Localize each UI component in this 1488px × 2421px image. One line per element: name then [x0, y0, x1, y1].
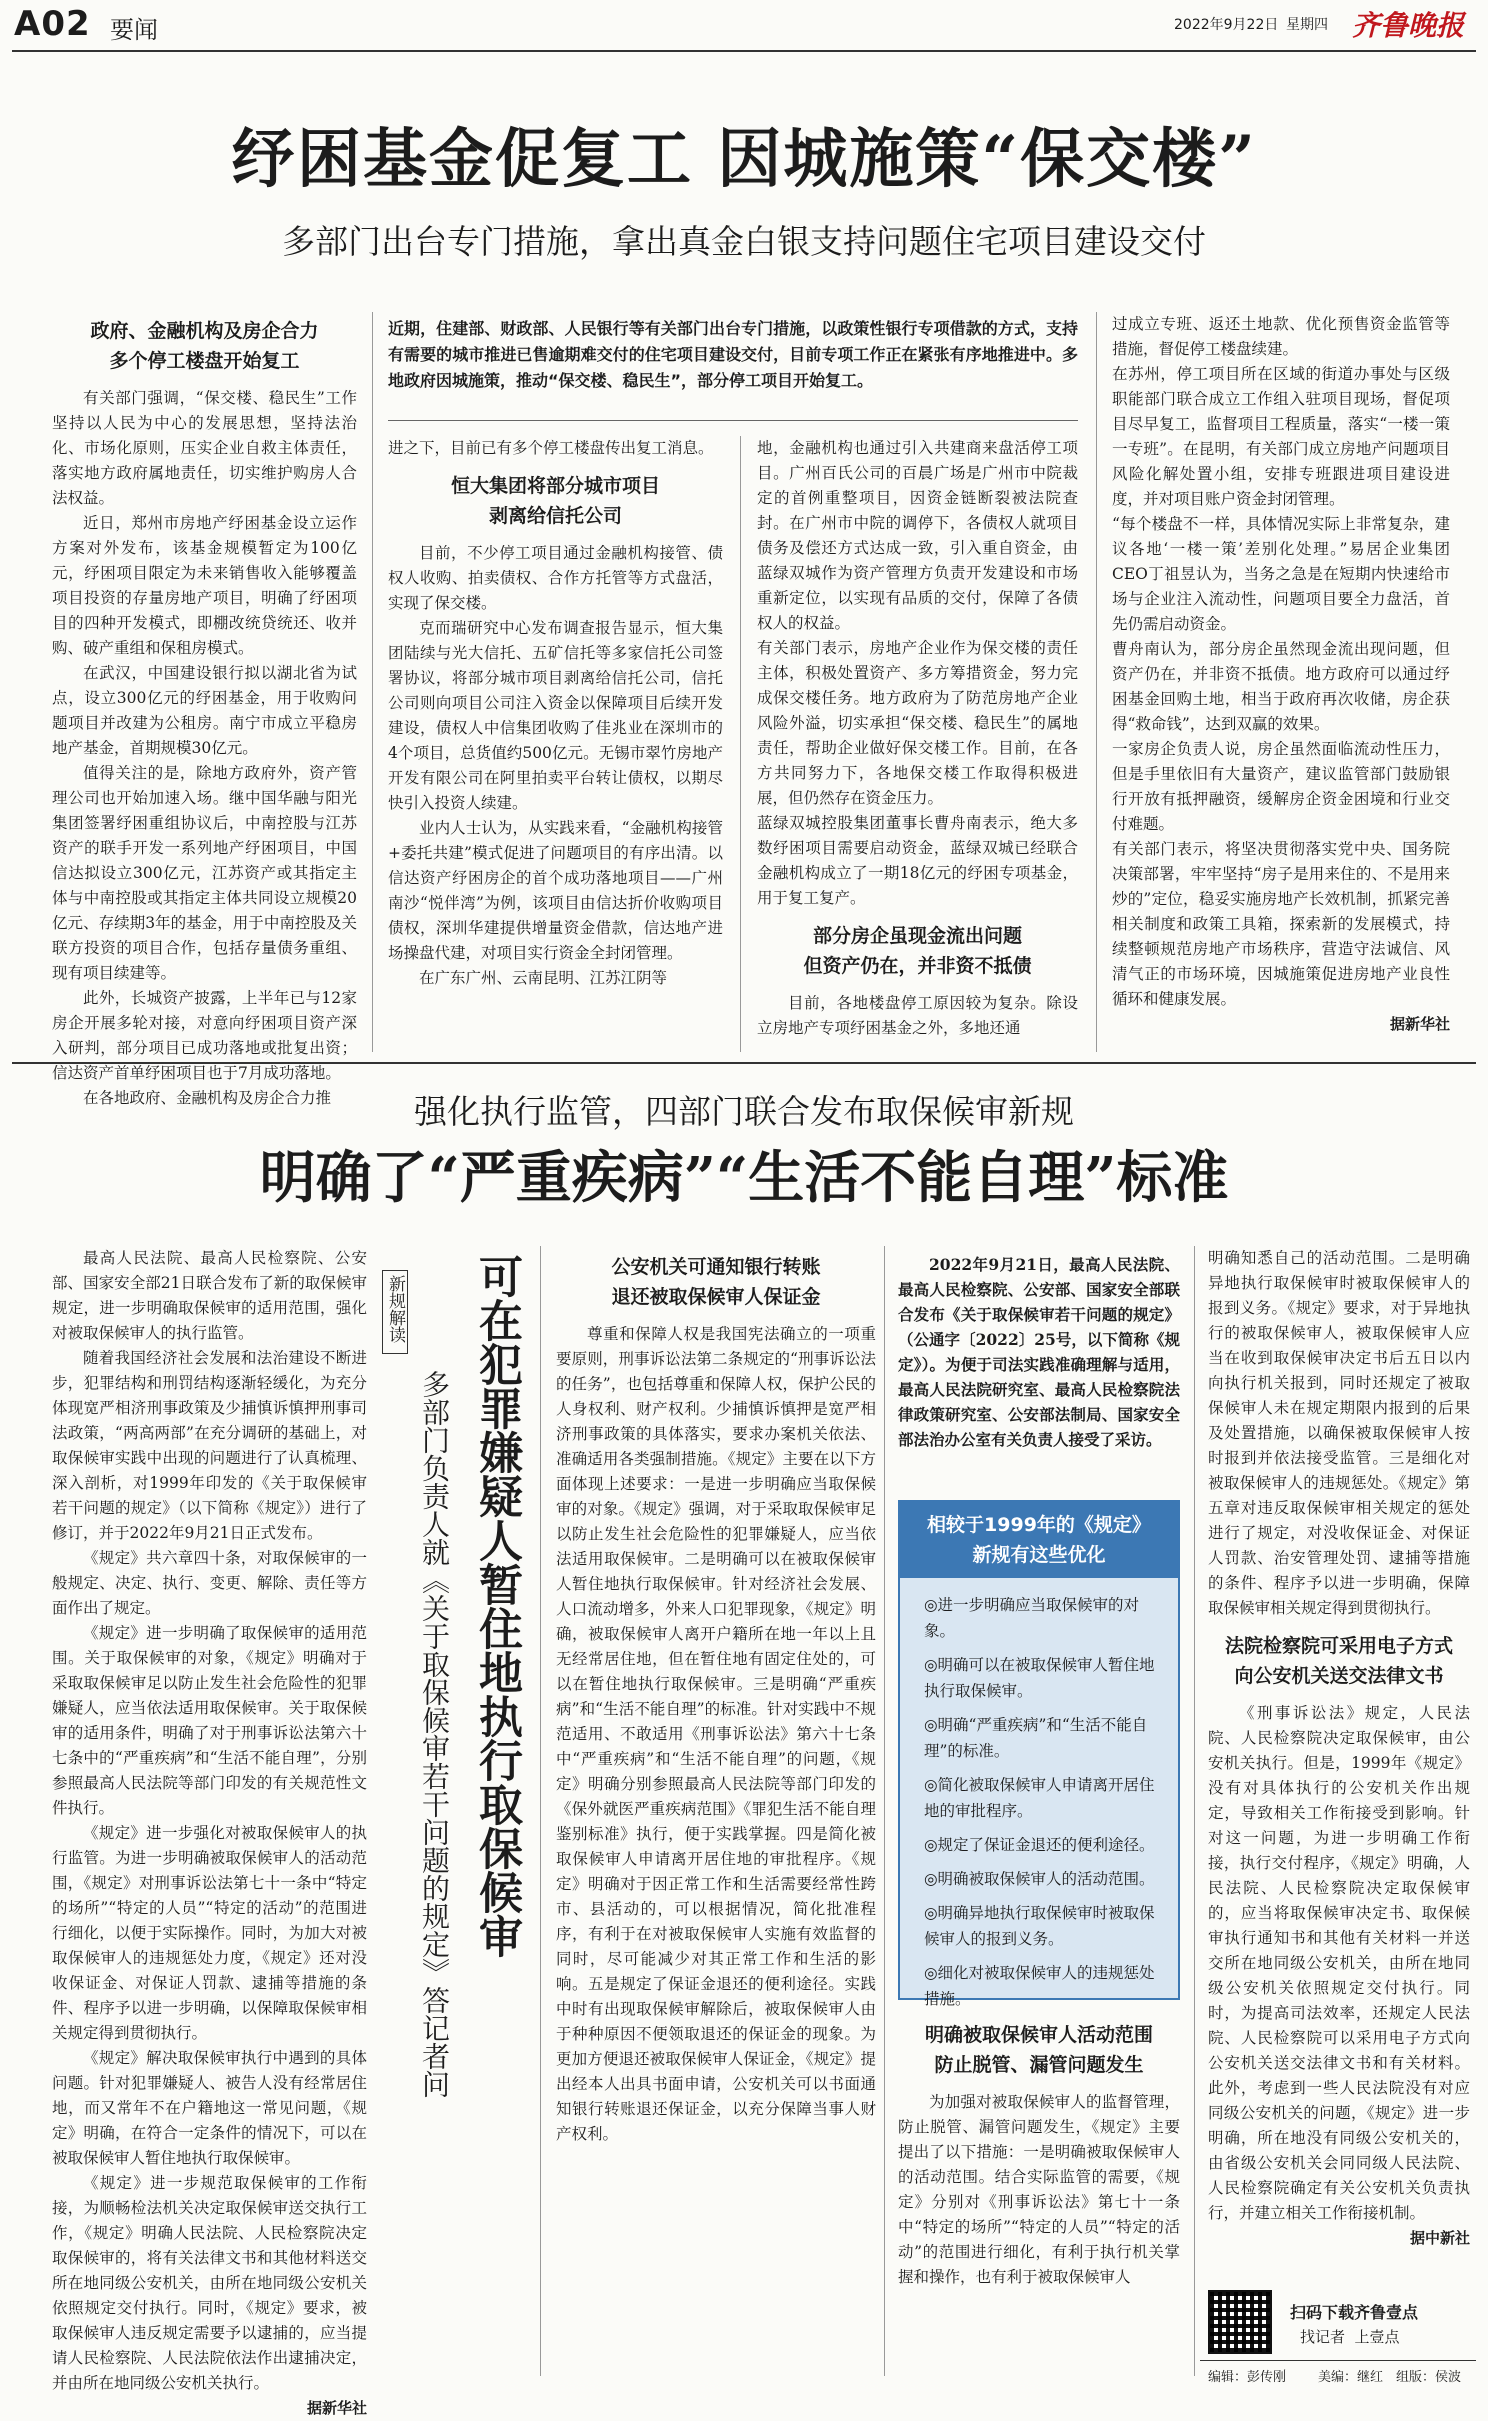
paragraph: 过成立专班、返还土地款、优化预售资金监管等措施，督促停工楼盘续建。	[1112, 315, 1450, 358]
highlights-box-title: 相较于1999年的《规定》 新规有这些优化	[900, 1502, 1178, 1578]
story1-col2-title: 恒大集团将部分城市项目 剥离给信托公司	[450, 475, 660, 527]
story1-subheadline: 多部门出台专门措施，拿出真金白银支持问题住宅项目建设交付	[282, 222, 1206, 261]
highlight-item: ◎细化对被取保候审人的违规惩处措施。	[924, 1964, 1155, 2008]
story2-headline: 明确了“严重疾病”“生活不能自理”标准	[259, 1145, 1229, 1211]
paragraph: 在苏州，停工项目所在区域的街道办事处与区级职能部门联合成立工作组入驻项目现场，督促项目尽早复工，监督项目工程质量，落实“一楼一策一专班”。在昆明，有关部门成立房地产问题项目风险化解处置小组，安排专班跟进项目建设进度，并对项目账户资金封闭管理。	[1112, 365, 1450, 508]
story1-col4	[1112, 312, 1450, 1037]
highlight-item: ◎明确被取保候审人的活动范围。	[924, 1870, 1155, 1888]
story1-col3-title: 部分房企虽现金流出问题 但资产仍在，并非资不抵债	[803, 925, 1032, 977]
paragraph: 明确知悉自己的活动范围。二是明确异地执行取保候审时被取保候审人的报到义务。《规定》要求，对于异地执行的被取保候审人，被取保候审人应当在收到取保候审决定书后五日以内向执行机关报到，同时还规定了被取保候审人未在规定期限内报到的后果及处置措施，以确保被取保候审人按时报到并依法接受监管。三是细化对被取保候审人的违规惩处。《规定》第五章对违反取保候审相关规定的惩处进行了规定，对没收保证金、对保证人罚款、治安管理处罚、逮捕等措施的条件、程序予以进一步明确，保障取保候审相关规定得到贯彻执行。	[1208, 1249, 1470, 1617]
column-rule	[540, 1246, 541, 2376]
highlight-item: ◎明确异地执行取保候审时被取保候审人的报到义务。	[924, 1904, 1155, 1948]
footer-designer: 美编：继红	[1318, 2370, 1384, 2385]
column-rule	[884, 1246, 885, 2376]
paragraph: 为加强对被取保候审人的监督管理，防止脱管、漏管问题发生，《规定》主要提出了以下措施：一是明确被取保候审人的活动范围。结合实际监管的需要，《规定》分别对《刑事诉讼法》第七十一条中“特定的场所”“特定的人员”“特定的活动”的范围进行细化，有利于执行机关掌握和操作，也有利于被取保候审人	[898, 2093, 1180, 2286]
story2-col4	[1208, 1246, 1470, 2251]
paragraph: 有关部门表示，房地产企业作为保交楼的责任主体，积极处置资产、多方筹措资金，努力完成保交楼任务。地方政府为了防范房地产企业风险外溢，切实承担“保交楼、稳民生”的属地责任，帮助企业做好保交楼工作。目前，在各方共同努力下，各地保交楼工作取得积极进展，但仍然存在资金压力。	[757, 639, 1078, 807]
paragraph: 一家房企负责人说，房企虽然面临流动性压力，但是手里依旧有大量资产，建议监管部门鼓励银行开放有抵押融资，缓解房企资金困境和行业交付难题。	[1112, 740, 1450, 833]
story1-lead: 近期，住建部、财政部、人民银行等有关部门出台专门措施，以政策性银行专项借款的方式，支持有需要的城市推进已售逾期难交付的住宅项目建设交付，目前专项工作正在紧张有序地推进中。多地政府因城施策，推动“保交楼、稳民生”，部分停工项目开始复工。	[388, 319, 1078, 390]
column-rule	[372, 312, 373, 1052]
story2-col3-body	[898, 2090, 1180, 2290]
paragraph: 《刑事诉讼法》规定，人民法院、人民检察院决定取保候审，由公安机关执行。但是，1999年《规定》没有对具体执行的公安机关作出规定，导致相关工作衔接受到影响。针对这一问题，为进一步明确工作衔接，执行交付程序，《规定》明确，人民法院、人民检察院决定取保候审的，应当将取保候审决定书、取保候审执行通知书和其他有关材料一并送交所在地同级公安机关，由所在地同级公安机关依照规定交付执行。同时，为提高司法效率，还规定人民法院、人民检察院可以采用电子方式向公安机关送交法律文书和有关材料。此外，考虑到一些人民法院没有对应同级公安机关的问题，《规定》进一步明确，所在地没有同级公安机关的，由省级公安机关会同同级人民法院、人民检察院确定有关公安机关负责执行，并建立相关工作衔接机制。	[1208, 1704, 1470, 2222]
story2-col4-body	[1208, 1246, 1470, 1621]
paragraph: 《规定》解决取保候审执行中遇到的具体问题。针对犯罪嫌疑人、被告人没有经常居住地，而又常年不在户籍地这一常见问题，《规定》明确，在符合一定条件的情况下，可以在被取保候审人暂住地执行取保候审。	[52, 2049, 367, 2167]
story1-col3	[757, 436, 1078, 1041]
story2-col4-credit: 据中新社	[1409, 2229, 1470, 2247]
paragraph: 尊重和保障人权是我国宪法确立的一项重要原则，刑事诉讼法第二条规定的“刑事诉讼法的任务”，也包括尊重和保障人权，保护公民的人身权利、财产权利。少捕慎诉慎押是宽严相济刑事政策的具体落实，要求办案机关依法、准确适用各类强制措施。《规定》主要在以下方面体现上述要求：一是进一步明确应当取保候审的对象。《规定》强调，对于采取取保候审足以防止发生社会危险性的犯罪嫌疑人，应当依法适用取保候审。二是明确可以在被取保候审人暂住地执行取保候审。针对经济社会发展、人口流动增多，外来人口犯罪现象，《规定》明确，被取保候审人离开户籍所在地一年以上且无经常居住地，但在暂住地有固定住处的，可以在暂住地执行取保候审。三是明确“严重疾病”和“生活不能自理”的标准。针对实践中不规范适用、不敢适用《刑事诉讼法》第六十七条中“严重疾病”和“生活不能自理”的问题，《规定》明确分别参照最高人民法院等部门印发的《保外就医严重疾病范围》《罪犯生活不能自理鉴别标准》执行，便于实践掌握。四是简化被取保候审人申请离开居住地的审批程序。《规定》明确对于因正常工作和生活需要经常性跨市、县活动的，可以根据情况，简化批准程序，有利于在对被取保候审人实施有效监督的同时，尽可能减少对其正常工作和生活的影响。五是规定了保证金退还的便利途径。实践中时有出现取保候审解除后，被取保候审人由于种种原因不便领取退还的保证金的现象。为更加方便退还被取保候审人保证金，《规定》提出经本人出具书面申请，公安机关可以书面通知银行转账退还保证金，以充分保障当事人财产权利。	[556, 1325, 876, 2143]
story2-col1-body	[52, 1246, 367, 2396]
brand-logo: 齐鲁晚报	[1352, 9, 1465, 42]
story1-credit: 据新华社	[1389, 1015, 1450, 1033]
lead-rule	[388, 420, 1078, 421]
story2-col2-body	[556, 1322, 876, 2147]
story2-col3	[898, 1252, 1180, 1452]
story2-col1	[52, 1246, 367, 2421]
footer-rule	[1200, 2360, 1476, 2361]
story2-col3-b	[898, 2020, 1180, 2290]
page-header	[0, 0, 1488, 50]
highlights-box	[898, 1500, 1180, 2008]
paragraph: 2022年9月21日，最高人民法院、最高人民检察院、公安部、国家安全部联合发布《关于取保候审若干问题的规定》（公通字〔2022〕25号，以下简称《规定》）。为便于司法实践准确理解与适用，最高人民法院研究室、最高人民检察院法律政策研究室、公安部法制局、国家安全部法治办公室有关负责人接受了采访。	[898, 1255, 1180, 1449]
paragraph: 《规定》进一步明确了取保候审的适用范围。关于取保候审的对象，《规定》明确对于采取取保候审足以防止发生社会危险性的犯罪嫌疑人，应当依法适用取保候审。关于取保候审的适用条件，明确了对于刑事诉讼法第六十七条中的“严重疾病”和“生活不能自理”，分别参照最高人民法院等部门印发的有关规范性文件执行。	[52, 1624, 367, 1817]
column-rule	[740, 436, 741, 1052]
column-rule	[1096, 312, 1097, 1052]
paragraph: 《规定》共六章四十条，对取保候审的一般规定、决定、执行、变更、解除、责任等方面作出了规定。	[52, 1549, 367, 1617]
paragraph: 有关部门强调，“保交楼、稳民生”工作坚持以人民为中心的发展思想，坚持法治化、市场化原则，压实企业自救主体责任，落实地方政府属地责任，切实维护购房人合法权益。	[52, 389, 357, 507]
story1-col2	[388, 436, 723, 991]
story1-headline: 纾困基金促复工 因城施策“保交楼”	[231, 122, 1257, 197]
highlight-item: ◎明确“严重疾病”和“生活不能自理”的标准。	[924, 1716, 1148, 1760]
footer-editor: 编辑：彭传刚	[1208, 2370, 1287, 2385]
paragraph: 曹舟南认为，部分房企虽然现金流出现问题，但资产仍在，并非资不抵债。地方政府可以通过纾困基金回购土地，相当于政府再次收储，房企获得“救命钱”，达到双赢的效果。	[1112, 640, 1450, 733]
header-rule	[12, 50, 1476, 52]
paragraph: “每个楼盘不一样，具体情况实际上非常复杂，建议各地‘一楼一策’差别化处理。”易居企业集团CEO丁祖昱认为，当务之急是在短期内快速给市场与企业注入流动性，问题项目要全力盘活，首先仍需启动资金。	[1112, 515, 1450, 633]
story1-col4-body	[1112, 312, 1450, 1012]
issue-weekday: 星期四	[1286, 17, 1328, 33]
highlight-item: ◎规定了保证金退还的便利途径。	[924, 1836, 1155, 1854]
side-label-text: 新规解读	[385, 1275, 405, 1343]
story1-col1-body	[52, 386, 357, 1111]
paragraph: 目前，不少停工项目通过金融机构接管、债权人收购、拍卖债权、合作方托管等方式盘活，实现了保交楼。	[388, 544, 723, 612]
qr-sublabel: 找记者 上壹点	[1300, 2328, 1400, 2346]
vertical-title: 可在犯罪嫌疑人暂住地执行取保候审	[471, 1254, 522, 1958]
story2-kicker: 强化执行监管，四部门联合发布取保候审新规	[414, 1092, 1074, 1131]
highlight-item: ◎简化被取保候审人申请离开居住地的审批程序。	[924, 1776, 1155, 1820]
highlight-item: ◎明确可以在被取保候审人暂住地执行取保候审。	[924, 1656, 1155, 1700]
side-label	[382, 1270, 408, 1354]
paragraph: 近日，郑州市房地产纾困基金设立运作方案对外发布，该基金规模暂定为100亿元，纾困项目限定为未来销售收入能够覆盖项目投资的存量房地产项目，明确了纾困项目的四种开发模式，即棚改统贷统还、收并购、破产重组和保租房模式。	[52, 514, 357, 657]
story1-col1	[52, 312, 357, 1111]
story2-col3-lead	[898, 1252, 1180, 1452]
story1-col2-body-b	[388, 541, 723, 991]
qr-code[interactable]	[1208, 2290, 1272, 2354]
paragraph: 随着我国经济社会发展和法治建设不断进步，犯罪结构和刑罚结构逐渐轻缓化，为充分体现宽严相济刑事政策及少捕慎诉慎押刑事司法政策，“两高两部”在充分调研的基础上，对取保候审实践中出现的问题进行了认真梳理、深入剖析，对1999年印发的《关于取保候审若干问题的规定》（以下简称《规定》）进行了修订，并于2022年9月21日正式发布。	[52, 1349, 367, 1542]
highlights-list	[900, 1578, 1178, 2012]
paragraph: 目前，各地楼盘停工原因较为复杂。除设立房地产专项纾困基金之外，多地还通	[757, 994, 1078, 1037]
section-name: 要闻	[110, 16, 158, 44]
paragraph: 克而瑞研究中心发布调查报告显示，恒大集团陆续与光大信托、五矿信托等多家信托公司签署协议，将部分城市项目剥离给信托公司，信托公司则向项目公司注入资金以保障项目后续开发建设，债权人中信集团收购了佳兆业在深圳市的4个项目，总货值约500亿元。无锡市翠竹房地产开发有限公司在阿里拍卖平台转让债权，以期尽快引入投资人续建。	[388, 619, 723, 812]
story1-col3-body	[757, 436, 1078, 911]
story2-col2-title: 公安机关可通知银行转账 退还被取保候审人保证金	[611, 1256, 821, 1308]
paragraph: 值得关注的是，除地方政府外，资产管理公司也开始加速入场。继中国华融与阳光集团签署纾困重组协议后，中南控股与江苏资产的联手开发一系列地产纾困项目，中国信达拟设立300亿元，江苏资产或其指定主体与中南控股或其指定主体共同设立规模20亿元、存续期3年的基金，用于中南控股及关联方投资的项目合作，包括存量债务重组、现有项目续建等。	[52, 764, 357, 982]
footer-proof: 组版：侯波	[1396, 2370, 1462, 2385]
paragraph: 在各地政府、金融机构及房企合力推	[83, 1089, 332, 1107]
story2-col3-title: 明确被取保候审人活动范围 防止脱管、漏管问题发生	[924, 2024, 1153, 2076]
story-divider	[12, 1062, 1476, 1064]
paragraph: 最高人民法院、最高人民检察院、公安部、国家安全部21日联合发布了新的取保候审规定，进一步明确取保候审的适用范围，强化对被取保候审人的执行监管。	[52, 1249, 367, 1342]
paragraph: 此外，长城资产披露，上半年已与12家房企开展多轮对接，对意向纾困项目资产深入研判，部分项目已成功落地或批复出资；信达资产首单纾困项目也于7月成功落地。	[52, 989, 357, 1082]
story2-col1-credit: 据新华社	[306, 2399, 367, 2417]
story2-col2	[556, 1246, 876, 2147]
story2-col4-body-b	[1208, 1701, 1470, 2226]
page-number: A02	[14, 4, 91, 44]
qr-label: 扫码下载齐鲁壹点	[1290, 2303, 1419, 2322]
vertical-subtitle: 多部门负责人就《关于取保候审若干问题的规定》答记者问	[418, 1370, 451, 2098]
paragraph: 在广东广州、云南昆明、江苏江阴等	[419, 969, 668, 987]
issue-date: 2022年9月22日	[1174, 17, 1279, 33]
story1-col2-body	[388, 436, 723, 461]
paragraph: 《规定》进一步规范取保候审的工作衔接，为顺畅检法机关决定取保候审送交执行工作，《规定》明确人民法院、人民检察院决定取保候审的，将有关法律文书和其他材料送交所在地同级公安机关，由所在地同级公安机关依照规定交付执行。同时，《规定》要求，被取保候审人违反规定需要予以逮捕的，应当提请人民检察院、人民法院依法作出逮捕决定，并由所在地同级公安机关执行。	[52, 2174, 367, 2392]
highlight-item: ◎进一步明确应当取保候审的对象。	[924, 1596, 1140, 1640]
paragraph: 地，金融机构也通过引入共建商来盘活停工项目。广州百氏公司的百晨广场是广州市中院裁定的首例重整项目，因资金链断裂被法院查封。在广州市中院的调停下，各债权人就项目债务及偿还方式达成一致，引入重自资金，由蓝绿双城作为资产管理方负责开发建设和市场重新定位，以实现有品质的交付，保障了各债权人的权益。	[757, 439, 1078, 632]
paragraph: 《规定》进一步强化对被取保候审人的执行监管。为进一步明确被取保候审人的活动范围，《规定》对刑事诉讼法第七十一条中“特定的场所”“特定的人员”“特定的活动”的范围进行细化，以便于实际操作。同时，为加大对被取保候审人的违规惩处力度，《规定》还对没收保证金、对保证人罚款、逮捕等措施的条件、程序予以进一步明确，以保障取保候审相关规定得到贯彻执行。	[52, 1824, 367, 2042]
story2-col4-title: 法院检察院可采用电子方式 向公安机关送交法律文书	[1224, 1635, 1453, 1687]
story1-col3-body-b	[757, 991, 1078, 1041]
paragraph: 有关部门表示，将坚决贯彻落实党中央、国务院决策部署，牢牢坚持“房子是用来住的、不是用来炒的”定位，稳妥实施房地产长效机制，抓紧完善相关制度和政策工具箱，探索新的发展模式，持续整顿规范房地产市场秩序，营造守法诚信、风清气正的市场环境，因城施策促进房地产业良性循环和健康发展。	[1112, 840, 1450, 1008]
paragraph: 业内人士认为，从实践来看，“金融机构接管+委托共建”模式促进了问题项目的有序出清。以信达资产纾困房企的首个成功落地项目——广州南沙“悦伴湾”为例，该项目由信达折价收购项目债权，深圳华建提供增量资金借款，信达地产进场操盘代建，对项目实行资金全封闭管理。	[388, 819, 723, 962]
paragraph: 进之下，目前已有多个停工楼盘传出复工消息。	[388, 439, 714, 457]
story1-col1-title: 政府、金融机构及房企合力 多个停工楼盘开始复工	[90, 320, 319, 372]
column-rule	[1194, 1246, 1195, 2376]
paragraph: 在武汉，中国建设银行拟以湖北省为试点，设立300亿元的纾困基金，用于收购问题项目并改建为公租房。南宁市成立平稳房地产基金，首期规模30亿元。	[52, 664, 357, 757]
paragraph: 蓝绿双城控股集团董事长曹舟南表示，绝大多数纾困项目需要启动资金，蓝绿双城已经联合金融机构成立了一期18亿元的纾困专项基金，用于复工复产。	[757, 814, 1078, 907]
